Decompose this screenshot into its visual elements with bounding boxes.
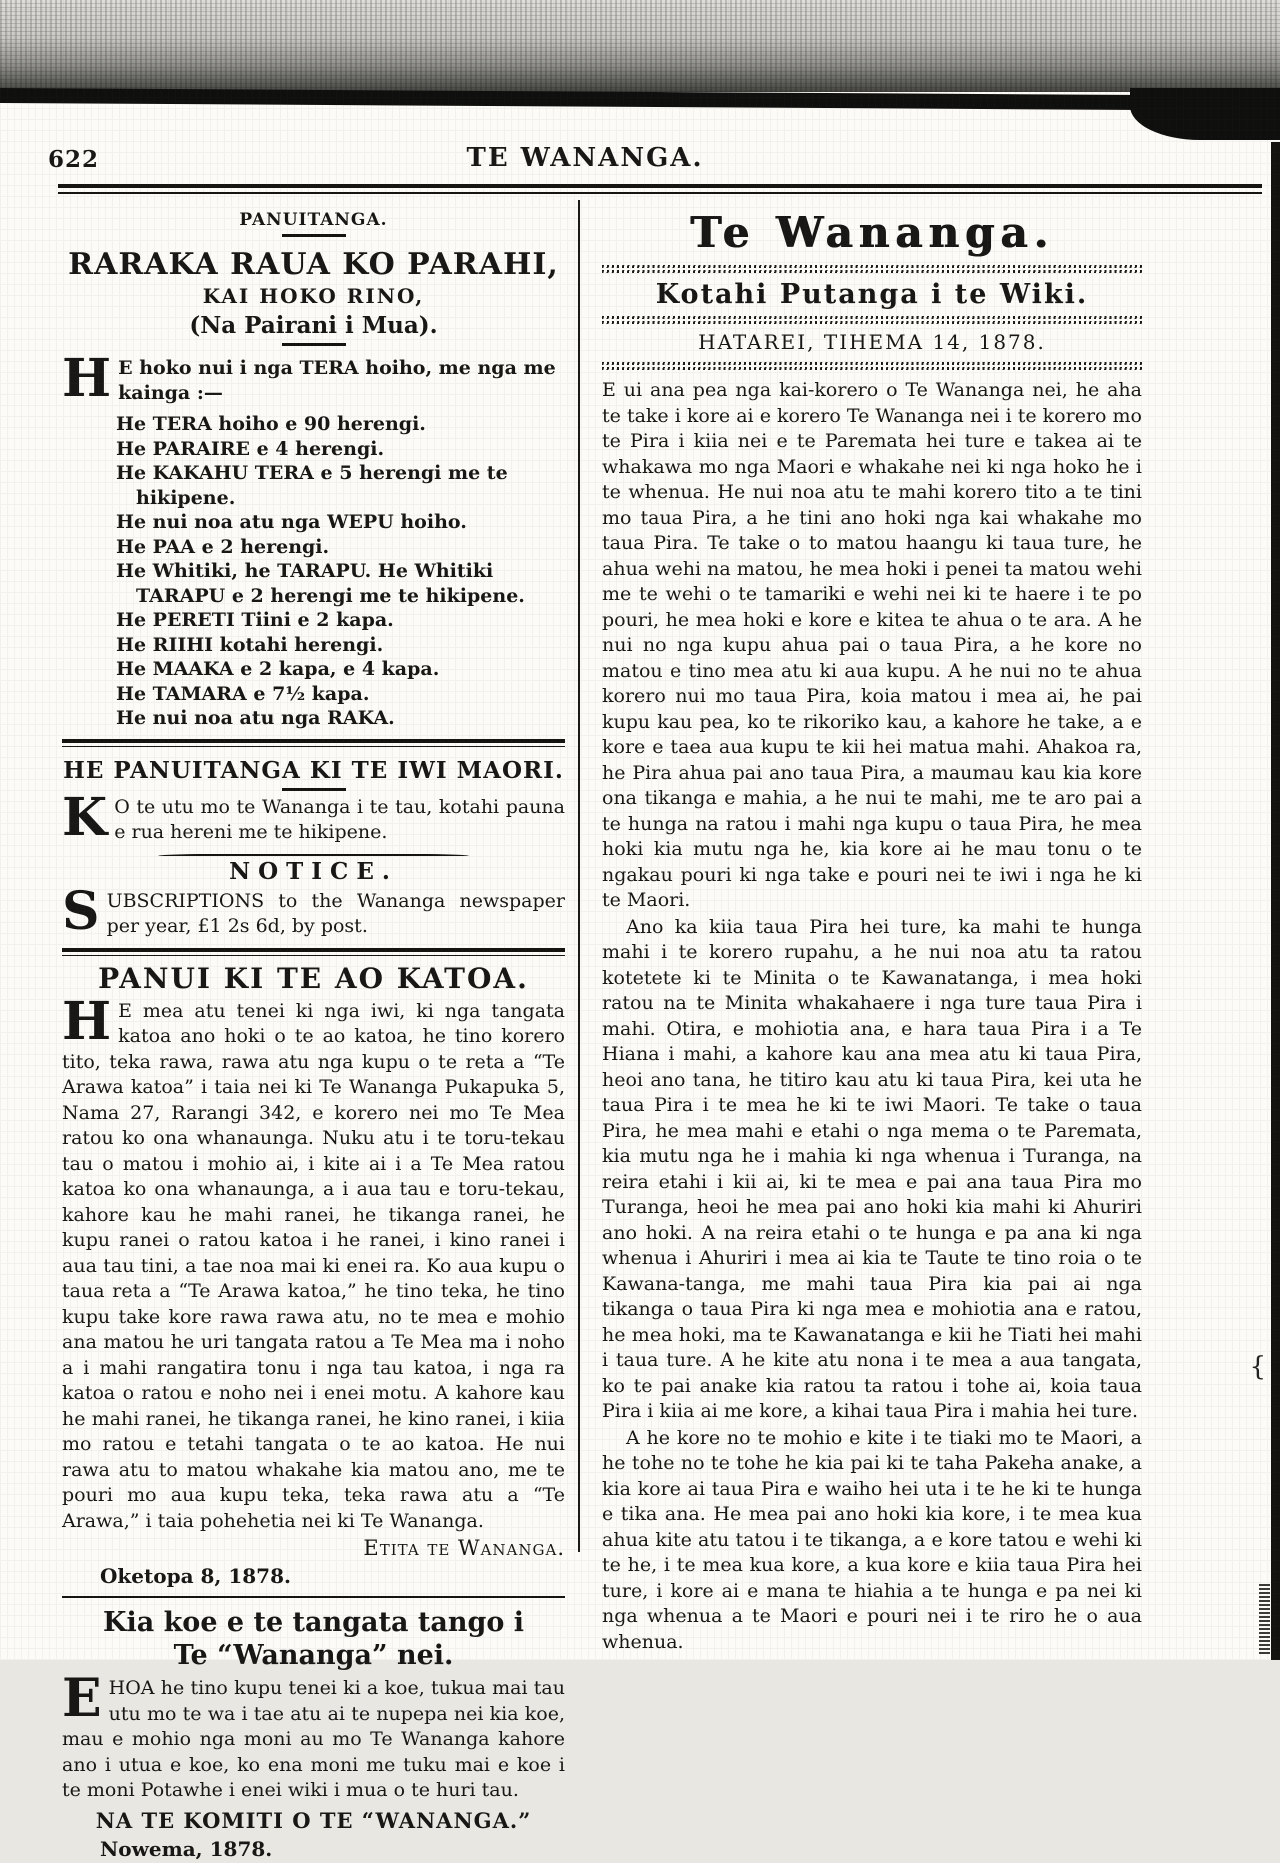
section-divider [62,948,565,956]
wavy-rule [602,367,1142,370]
wavy-rule [602,362,1142,365]
wavy-rule [602,316,1142,319]
list-item: He PARAIRE e 4 herengi. [116,437,385,460]
panui-ao-text: E mea atu tenei ki nga iwi, ki nga tangata katoa ano hoki o te ao katoa, he tino korero tito, teka rawa, rawa atu nga kupu o te reta a “Te Arawa katoa” i taia nei ki Te Wananga Pukapuka 5, Nama 27, Rarangi 342, e korero nei mo Te Mea ratou ko ona whanaunga. Nuku atu i te toru-tekau tau o matou i mohio ai, i kite ai i a Te Mea ratou katoa ko ona whanaunga, a i aua tau e toru-tekau, kahore kau he mahi ranei, he tikanga ranei, he kupu ranei o ratou katoa i he ranei, i kino ranei i aua tau tini, a tae noa mai ki enei ra. Ko aua kupu o taua reta a “Te Arawa katoa,” he tino teka, he tino kupu take kore rawa rawa atu, no te mea e mohio ana matou he uri tangata ratou a Te Mea ma i noho a i mahi rangatira tonu i nga tau katoa, i nga ra katoa o ratou e noho nei i enei motu. A kahore kau he mahi ranei, he tikanga ranei, he kino ranei, i kiia mo ratou e tetahi tangata o te ao katoa. He nui rawa atu to matou whakahe kia matou ano, me te pouri mo aua kupu teka, teka rawa atu a “Te Arawa,” i taia pohehetia nei ki Te Wananga. [62,999,565,1532]
heading-notice: NOTICE. [229,857,398,885]
scan-artifact-corner [1130,88,1280,140]
panui-ao-paragraph [62,990,565,1535]
kia-koe-text: HOA he tino kupu tenei ki a koe, tukua mai tau utu mo te wa i tae atu ai te nupepa nei kia koe, mau e mohio nga moni au mo Te Wananga kahore ano i utua e koe, ko ena moni me tuku mai e koe i te moni Potawhe i enei wiki i mua o te huri tau. [62,1677,565,1801]
section-divider [62,739,565,747]
header-divider-rule [58,184,1262,194]
short-divider [282,234,346,237]
notice-paragraph [62,880,565,942]
masthead-tagline: Kotahi Putanga i te Wiki. [655,279,1089,310]
editorial-paragraph-3: A he kore no te mohio e kite i te tiaki mo te Maori, a he tohe no te tohe he kia pai ki te taha Pakeha anake, a kia kore ai taua Pira e waiho hei uta i te he ki te hunga e tika ana. He mea pai ano hoki kia kore, i te mea kua ahua kite atu tatou i te tikanga, a e kore tatou e wehi ki te he, i te mea kua kore, a kua kore e kiia taua Pira hei ture, i kore ai e mana te hiahia a te hunga e pa nei ki nga whenua a te Maori e pouri nei i te riro he o aua whenua. [602,1426,1142,1653]
wavy-rule [602,321,1142,324]
panuitanga-iwi-paragraph [62,786,565,848]
dropcap-k: K [62,786,108,848]
kia-koe-paragraph [62,1668,565,1804]
column-divider [578,200,580,1552]
dropcap-e: E [62,1668,102,1729]
page-title: TE WANANGA. [466,143,704,173]
right-column [602,206,1142,1655]
issue-dateline: HATAREI, TIHEMA 14, 1878. [698,330,1046,354]
heading-kia-koe [62,1606,565,1672]
list-item: He TERA hoiho e 90 herengi. [116,413,426,435]
page-number: 622 [48,146,100,173]
list-item: He PAA e 2 herengi. [116,535,330,558]
wavy-rule [602,270,1142,273]
list-item: He TAMARA e 7½ kapa. [116,682,370,705]
advert-title: RARAKA RAUA KO PARAHI, [68,247,559,282]
list-item: He Whitiki, he TARAPU. He Whitiki TARAPU e 2 herengi me te hikipene. [116,560,525,607]
panuitanga-iwi-text: O te utu mo te Wananga i te tau, kotahi pauna e rua hereni me te hikipene. [114,795,565,843]
article-date-oketopa: Oketopa 8, 1878. [100,1564,291,1588]
advert-intro [62,348,565,409]
dropcap-h2: H [62,990,112,1052]
advert-subtitle2: (Na Pairani i Mua). [189,312,438,339]
section-label-panuitanga: PANUITANGA. [239,210,388,230]
list-item: He nui noa atu nga RAKA. [116,707,395,729]
article-date-nowema: Nowema, 1878. [100,1836,273,1861]
short-divider [282,343,346,346]
scan-artifact-top-band [0,0,1280,92]
list-item: He KAKAHU TERA e 5 herengi me te hikipene. [116,462,508,509]
scan-artifact-right-edge [1271,142,1280,1660]
list-item: He RIIHI kotahi herengi. [116,633,384,656]
heading-panuitanga-iwi: HE PANUITANGA KI TE IWI MAORI. [63,756,564,784]
section-divider [62,1596,565,1598]
heading-kia-koe-line1: Kia koe e te tangata tango i [102,1607,525,1638]
list-item: He MAAKA e 2 kapa, e 4 kapa. [116,658,440,680]
committee-signature: NA TE KOMITI O TE “WANANGA.” [95,1807,532,1833]
list-item: He nui noa atu nga WEPU hoiho. [116,511,467,533]
masthead-title: Te Wananga. [690,208,1054,257]
list-item: He PERETI Tiini e 2 kapa. [116,609,394,631]
editor-signature: Etita te Wananga. [363,1536,565,1560]
price-list [62,412,565,731]
short-divider [282,788,346,791]
dropcap-s: S [62,880,100,942]
heading-panui-ao-katoa: PANUI KI TE AO KATOA. [98,961,529,995]
editorial-paragraph-2: Ano ka kiia taua Pira hei ture, ka mahi te hunga mahi i te korero rupahu, a he nui noa atu ta ratou kotetete ki te Minita o te Kawanatanga, i mea hoki ratou na te Minita whakahaere i nga ture taua Pira i mahi. Otira, e mohiotia ana, e hara taua Pira i a Te Hiana i mahi, a kahore kau ana mea atu ki taua Pira, heoi ano tana, he titiro kau atu ki taua Pira, kei uta he taua Pira i te mea he ki te iwi Maori. Te take o taua Pira, he mea mahi e etahi o nga mema o te Paremata, kia mutu nga he i mahia ki nga whenua i Turanga, na reira etahi i kii ai, ki te mea e pai ana taua Pira mo Turanga, heoi he mea pai ano hoki kia mahi ki Ahuriri ano hoki. A na reira etahi o te hunga e pa ana ki nga whenua i Ahuriri i mea ai kia te Taute te tino roia o te Kawana-tanga, me mahi taua Pira kia pai ai nga tikanga o taua Pira ki nga mea e mohiotia ana e ratou, he mea hoki, ma te Kawanatanga e kii he Tiati hei mahi i taua ture. A he kite atu nona i te mea a aua tangata, ko te pai anake kia ratou ta ratou i tohe ai, koia taua Pira i kiia ai me kore, a kihai taua Pira i mahia hei ture. [602,915,1142,1422]
dropcap-h: H [62,348,112,409]
notice-text: UBSCRIPTIONS to the Wananga newspaper per year, £1 2s 6d, by post. [106,889,565,937]
left-column [62,202,565,1863]
advert-subtitle: KAI HOKO RINO, [202,284,425,308]
editorial-paragraph-1: E ui ana pea nga kai-korero o Te Wananga nei, he aha te take i kore ai e korero Te Wananga nei i te korero mo te Pira i kiia nei e te Paremata hei ture e takea ai te whakawa mo nga Maori e whakahe nei ki nga hoko he i te whenua. He nui noa atu te mahi korero tito a te tini mo taua Pira, a he tini ano hoki nga kai whakahe mo taua Pira. Te take o to matou haangu ki taua ture, he ahua wehi na matou, he mea hoki i penei ta matou wehi me te wehi o te tamariki e wehi nei ki te haere i te po pouri, he mea hoki e kore e kitea te ahua o te ara. A he nui no nga kupu ahua pai o taua Pira, a he kore no matou e tino mea atu ki aua kupu. A he nui no te ahua korero nui mo taua Pira, koia matou i mea ai, he pai kupu kau pea, ko te rikoriko kau, a kahore he take, a e kore e taea aua kupu te kii hei matua mahi. Ahakoa ra, he Pira ahua pai ano taua Pira, a maumau kau kia kore ona tikanga e mahia, a he nui te mahi, me te aro pai a te hunga na ratou i mahi nga kupu o taua Pira, he mea hoki kia mutu nga he, kia kore ai he mau tonu o te ngakau pouri ki nga take e pouri nei te iwi i nga he ki te Maori. [602,379,1142,911]
advert-intro-text: E hoko nui i nga TERA hoiho, me nga me kainga :— [118,357,556,404]
heading-kia-koe-line2: Te “Wananga” nei. [173,1640,454,1671]
wavy-rule [602,265,1142,268]
notice-divider [158,854,470,856]
scan-artifact-smudge [1259,1584,1270,1654]
scan-artifact-brace-mark: { [1249,1352,1266,1382]
